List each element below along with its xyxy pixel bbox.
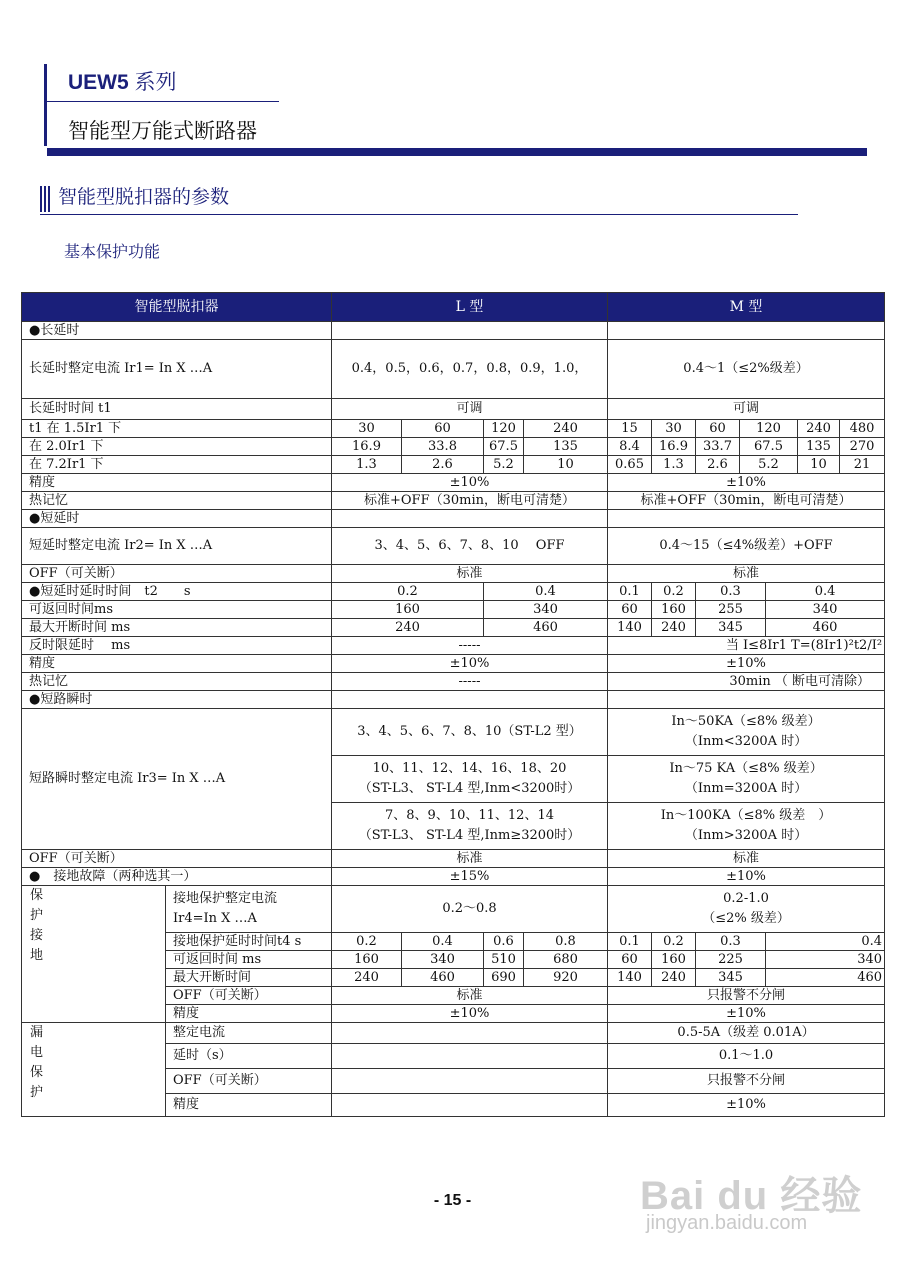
value-cell: 0.4: [402, 933, 484, 951]
value-cell: -----: [332, 637, 608, 655]
section-underline: [40, 214, 798, 215]
value-cell: 0.8: [524, 933, 608, 951]
row-label: 短延时整定电流 Ir2= In X …A: [22, 528, 332, 565]
row-label: 可返回时间 ms: [166, 951, 332, 969]
row-label: 整定电流: [166, 1023, 332, 1044]
row-label: 在 2.0Ir1 下: [22, 438, 332, 456]
value-cell: 8.4: [608, 438, 652, 456]
col-header-m: M 型: [608, 293, 885, 322]
value-cell: ±10%: [608, 655, 885, 673]
value-cell: 0.2-1.0 （≤2% 级差）: [608, 886, 885, 933]
value-cell: 920: [524, 969, 608, 987]
value-cell: 10: [524, 456, 608, 474]
value-cell: 225: [696, 951, 766, 969]
row-label: 最大开断时间: [166, 969, 332, 987]
value-cell: 240: [798, 420, 840, 438]
value-cell: 2.6: [402, 456, 484, 474]
row-label: 长延时时间 t1: [22, 399, 332, 420]
row-label: OFF（可关断）: [166, 1069, 332, 1094]
value-cell: 33.8: [402, 438, 484, 456]
section-title: 智能型脱扣器的参数: [58, 186, 230, 208]
row-label: OFF（可关断）: [166, 987, 332, 1005]
value-cell: 标准: [332, 850, 608, 868]
baidu-watermark: [640, 1150, 880, 1250]
value-cell: ±10%: [332, 1005, 608, 1023]
row-label: OFF（可关断）: [22, 850, 332, 868]
row-label: 反时限延时 ms: [22, 637, 332, 655]
value-cell: 255: [696, 601, 766, 619]
value-cell: ±10%: [608, 1094, 885, 1117]
table-row: [22, 655, 885, 673]
trip-unit-spec-table: [21, 292, 885, 1117]
value-cell: 0.4，0.5，0.6，0.7，0.8，0.9，1.0，: [332, 340, 608, 399]
value-cell: 2.6: [696, 456, 740, 474]
value-cell: 0.2: [652, 583, 696, 601]
value-cell: 标准: [332, 565, 608, 583]
value-cell: 7、8、9、10、11、12、14 （ST-L3、 ST-L4 型,Inm≥3200时）: [332, 803, 608, 850]
table-row: [22, 583, 885, 601]
row-label: ●长延时: [22, 322, 332, 340]
value-cell: 240: [332, 619, 484, 637]
value-cell: 240: [652, 619, 696, 637]
value-cell: 只报警不分闸: [608, 987, 885, 1005]
value-cell: 16.9: [332, 438, 402, 456]
value-cell: 60: [696, 420, 740, 438]
row-label: ●短路瞬时: [22, 691, 332, 709]
row-label: ●短延时: [22, 510, 332, 528]
value-cell: In～50KA（≤8% 级差） （Inm<3200A 时）: [608, 709, 885, 756]
row-label: 精度: [166, 1005, 332, 1023]
value-cell: -----: [332, 673, 608, 691]
row-label: 精度: [166, 1094, 332, 1117]
value-cell: 160: [652, 601, 696, 619]
value-cell: 0.4～1（≤2%级差）: [608, 340, 885, 399]
value-cell: ±10%: [332, 474, 608, 492]
value-cell: [332, 1094, 608, 1117]
header-vertical-bar: [44, 64, 47, 146]
value-cell: 0.4: [766, 933, 885, 951]
header-thick-line: [47, 148, 867, 156]
value-cell: 0.4: [484, 583, 608, 601]
ground-protection-group: 保 护 接 地: [22, 886, 166, 1023]
watermark-brand: Bai du 经验: [640, 1174, 863, 1218]
table-row: [22, 322, 885, 340]
value-cell: 0.3: [696, 933, 766, 951]
value-cell: 240: [332, 969, 402, 987]
value-cell: 5.2: [740, 456, 798, 474]
table-row: [22, 399, 885, 420]
value-cell: 16.9: [652, 438, 696, 456]
value-cell: 67.5: [484, 438, 524, 456]
value-cell: 240: [652, 969, 696, 987]
value-cell: 680: [524, 951, 608, 969]
table-row: [22, 340, 885, 399]
product-title: 智能型万能式断路器: [68, 119, 257, 143]
value-cell: 270: [840, 438, 885, 456]
table-row: [22, 438, 885, 456]
table-row: [22, 868, 885, 886]
value-cell: 当 I≤8Ir1 T=(8Ir1)²t2/I²: [608, 637, 885, 655]
value-cell: 340: [766, 951, 885, 969]
value-cell: 0.2: [332, 933, 402, 951]
value-cell: 460: [484, 619, 608, 637]
value-cell: 0.2～0.8: [332, 886, 608, 933]
row-label: t1 在 1.5Ir1 下: [22, 420, 332, 438]
value-cell: 1.3: [332, 456, 402, 474]
value-cell: 10: [798, 456, 840, 474]
value-cell: 460: [766, 969, 885, 987]
value-cell: 0.2: [652, 933, 696, 951]
value-cell: 可调: [332, 399, 608, 420]
watermark-url: jingyan.baidu.com: [646, 1212, 808, 1234]
value-cell: 460: [766, 619, 885, 637]
row-label: 可返回时间ms: [22, 601, 332, 619]
value-cell: 140: [608, 619, 652, 637]
value-cell: In～100KA（≤8% 级差 ） （Inm>3200A 时）: [608, 803, 885, 850]
value-cell: [332, 1069, 608, 1094]
page-number: - 15 -: [433, 1192, 472, 1209]
value-cell: 0.1～1.0: [608, 1044, 885, 1069]
series-title: UEW5 系列: [68, 70, 177, 94]
value-cell: 5.2: [484, 456, 524, 474]
value-cell: 0.65: [608, 456, 652, 474]
table-row: [22, 474, 885, 492]
value-cell: 标准: [332, 987, 608, 1005]
value-cell: [332, 1044, 608, 1069]
table-row: [22, 886, 885, 933]
value-cell: 0.4: [766, 583, 885, 601]
table-row: [22, 528, 885, 565]
row-label: 接地保护整定电流 Ir4=In X …A: [166, 886, 332, 933]
value-cell: 160: [332, 951, 402, 969]
value-cell: 135: [524, 438, 608, 456]
value-cell: 10、11、12、14、16、18、20 （ST-L3、 ST-L4 型,Inm<3200时）: [332, 756, 608, 803]
value-cell: 只报警不分闸: [608, 1069, 885, 1094]
value-cell: [332, 1023, 608, 1044]
value-cell: 21: [840, 456, 885, 474]
col-header-l: L 型: [332, 293, 608, 322]
value-cell: 510: [484, 951, 524, 969]
table-row: [22, 850, 885, 868]
row-label: 热记忆: [22, 673, 332, 691]
row-label: 在 7.2Ir1 下: [22, 456, 332, 474]
row-label: 最大开断时间 ms: [22, 619, 332, 637]
value-cell: 15: [608, 420, 652, 438]
value-cell: 标准+OFF（30min，断电可清楚）: [332, 492, 608, 510]
table-row: [22, 691, 885, 709]
table-row: [22, 1023, 885, 1044]
value-cell: 0.1: [608, 583, 652, 601]
value-cell: 345: [696, 619, 766, 637]
table-row: [22, 637, 885, 655]
value-cell: ±10%: [332, 655, 608, 673]
value-cell: 0.4～15（≤4%级差）+OFF: [608, 528, 885, 565]
row-label: ● 接地故障（两种选其一）: [22, 868, 332, 886]
value-cell: 67.5: [740, 438, 798, 456]
value-cell: ±10%: [608, 474, 885, 492]
value-cell: 3、4、5、6、7、8、10 OFF: [332, 528, 608, 565]
value-cell: 30: [332, 420, 402, 438]
value-cell: 60: [608, 601, 652, 619]
table-row: [22, 420, 885, 438]
value-cell: 135: [798, 438, 840, 456]
value-cell: 可调: [608, 399, 885, 420]
header-thin-line: [47, 101, 279, 102]
row-label: 热记忆: [22, 492, 332, 510]
value-cell: 0.5-5A（级差 0.01A）: [608, 1023, 885, 1044]
value-cell: 140: [608, 969, 652, 987]
value-cell: In～75 KA（≤8% 级差） （Inm=3200A 时）: [608, 756, 885, 803]
value-cell: 标准: [608, 850, 885, 868]
row-label: 精度: [22, 474, 332, 492]
value-cell: 340: [402, 951, 484, 969]
col-header-trip: 智能型脱扣器: [22, 293, 332, 322]
value-cell: 690: [484, 969, 524, 987]
value-cell: 0.3: [696, 583, 766, 601]
row-label: 接地保护延时时间t4 s: [166, 933, 332, 951]
value-cell: 60: [608, 951, 652, 969]
table-row: [22, 673, 885, 691]
row-label: 短路瞬时整定电流 Ir3= In X …A: [22, 709, 332, 850]
value-cell: 160: [652, 951, 696, 969]
value-cell: 120: [484, 420, 524, 438]
row-label: OFF（可关断）: [22, 565, 332, 583]
value-cell: 30: [652, 420, 696, 438]
row-label: 精度: [22, 655, 332, 673]
value-cell: 33.7: [696, 438, 740, 456]
table-row: [22, 601, 885, 619]
value-cell: ±10%: [608, 1005, 885, 1023]
row-label: 长延时整定电流 Ir1= In X …A: [22, 340, 332, 399]
table-row: [22, 709, 885, 756]
value-cell: 160: [332, 601, 484, 619]
value-cell: 3、4、5、6、7、8、10（ST-L2 型）: [332, 709, 608, 756]
value-cell: 480: [840, 420, 885, 438]
value-cell: 标准: [608, 565, 885, 583]
value-cell: 240: [524, 420, 608, 438]
value-cell: ±10%: [608, 868, 885, 886]
row-label: 延时（s）: [166, 1044, 332, 1069]
row-label: ●短延时延时时间 t2 s: [22, 583, 332, 601]
value-cell: 460: [402, 969, 484, 987]
value-cell: 340: [766, 601, 885, 619]
value-cell: 1.3: [652, 456, 696, 474]
value-cell: 0.6: [484, 933, 524, 951]
value-cell: 120: [740, 420, 798, 438]
section-subtitle: 基本保护功能: [64, 242, 161, 261]
table-row: [22, 565, 885, 583]
table-row: [22, 619, 885, 637]
value-cell: ±15%: [332, 868, 608, 886]
value-cell: 30min （ 断电可清除）: [608, 673, 885, 691]
table-row: [22, 456, 885, 474]
value-cell: 0.1: [608, 933, 652, 951]
value-cell: 标准+OFF（30min，断电可清楚）: [608, 492, 885, 510]
value-cell: 60: [402, 420, 484, 438]
table-row: [22, 492, 885, 510]
value-cell: 0.2: [332, 583, 484, 601]
value-cell: 345: [696, 969, 766, 987]
value-cell: 340: [484, 601, 608, 619]
table-header-row: [22, 293, 885, 322]
table-row: [22, 510, 885, 528]
leakage-protection-group: 漏 电 保 护: [22, 1023, 166, 1117]
